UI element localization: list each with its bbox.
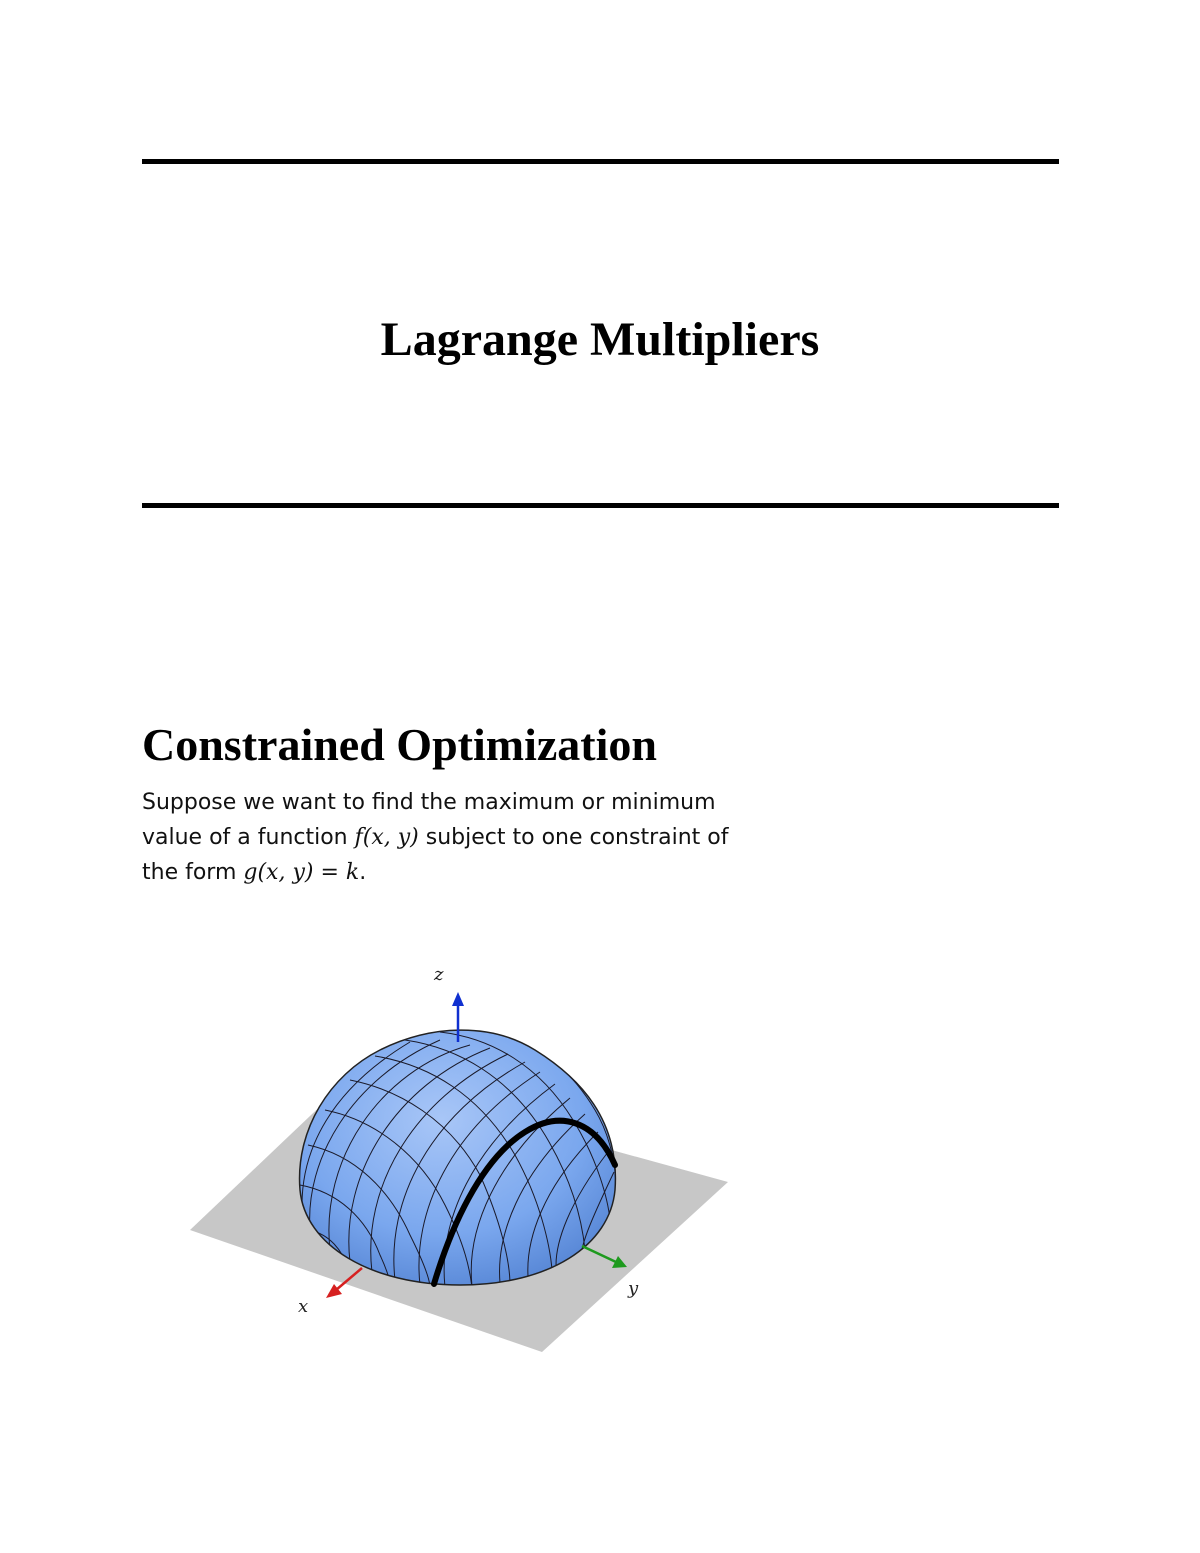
z-axis-label: z [434,964,444,985]
text-fragment: subject to one constraint of [418,825,729,850]
page-title: Lagrange Multipliers [380,313,820,366]
math-f-xy: f(x, y) [354,825,419,850]
paraboloid-surface [300,1030,616,1285]
y-axis-label: y [628,1278,639,1299]
paragraph-line-3 [142,855,782,890]
z-axis-arrowhead [452,992,464,1006]
paragraph-line-2 [142,820,782,855]
text-fragment: value of a function [142,825,355,850]
paragraph-line-1: Suppose we want to find the maximum or minimum [142,790,716,815]
paraboloid-figure [180,960,740,1360]
top-rule [142,159,1059,164]
math-g-xy-k: g(x, y) = k [243,860,360,885]
section-heading: Constrained Optimization [142,719,657,770]
text-fragment: the form [142,860,244,885]
section-paragraph [142,785,782,890]
bottom-rule [142,503,1059,508]
x-axis-label: x [298,1296,309,1317]
text-fragment: . [359,860,367,885]
